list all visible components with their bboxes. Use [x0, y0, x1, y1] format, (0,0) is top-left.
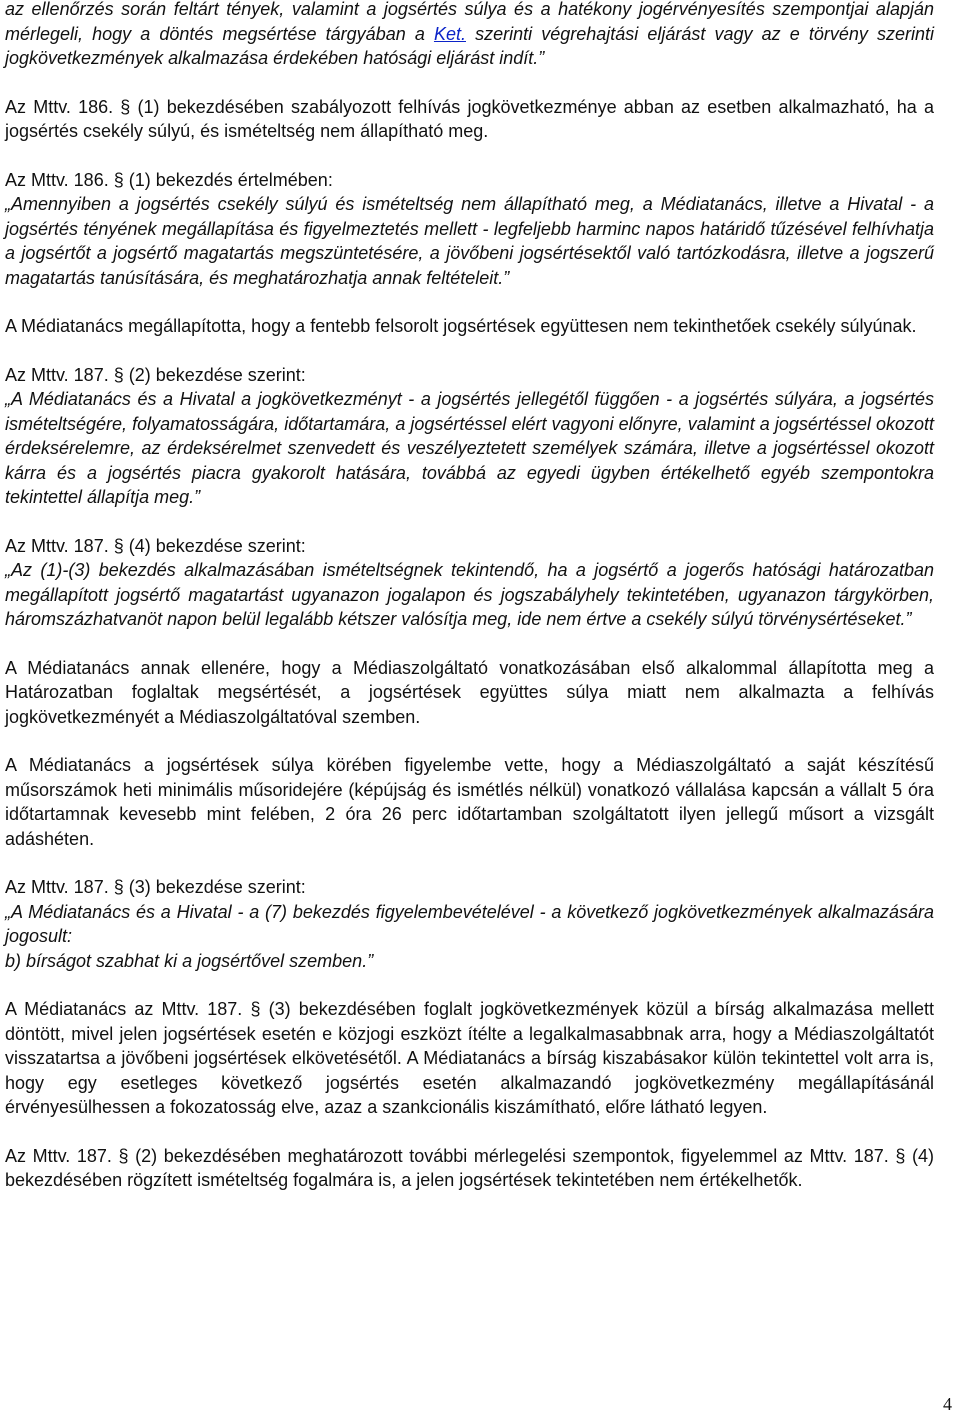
paragraph-intro [5, 0, 934, 71]
paragraph-further-criteria: Az Mttv. 187. § (2) bekezdésében meghatározott további mérlegelési szempontok, figyelemmel az Mttv. 187. § (4) bekezdésében rögzített ismételtség fogalmára is, a jelen jogsértések tekintetében nem értékelhetők. [5, 1145, 934, 1190]
quote-heading-186: Az Mttv. 186. § (1) bekezdés értelmében: [5, 169, 333, 190]
page-number: 4 [943, 1394, 952, 1414]
quote-text-187-3-a: „A Médiatanács és a Hivatal - a (7) bekezdés figyelembevételével - a következő jogkövetkezmények alkalmazására jogosult: [5, 901, 934, 946]
quote-text-187-4: „Az (1)-(3) bekezdés alkalmazásában ismételtségnek tekintendő, ha a jogsértő a jogerős hatósági határozatban megállapított jogsértő magatartást ugyanazon jogalapon és jogszabályhely tekintetében, ugyanazon tárgykörben, háromszázhatvanöt napon belül legalább kétszer valósítja meg, ide nem értve a csekély súlyú törvénysértéseket.” [5, 560, 934, 629]
paragraph-fine-decision: A Médiatanács az Mttv. 187. § (3) bekezdésében foglalt jogkövetkezmények közül a bírság alkalmazása mellett döntött, mivel jelen jogsértések esetén e közjogi eszközt ítélte a legalkalmasabbnak arra, hogy a Médiaszolgáltatót visszatartsa a jövőbeni jogsértések elkövetésétől. A Médiatanács a bírság kiszabásakor külön tekintettel volt arra is, hogy egy esetleges következő jogsértés esetén alkalmazandó jogkövetkezmény megállapításánál érvényesülhessen a fokozatosság elve, azaz a szankcionális kiszámítható, előre látható legyen. [5, 999, 934, 1117]
quote-text-186: „Amennyiben a jogsértés csekély súlyú és ismételtség nem állapítható meg, a Médiatanács, illetve a Hivatal - a jogsértés tényének megállapítása és figyelmeztetés mellett - legfeljebb harminc napos határidő tűzésével felhívhatja a jogsértőt a jogsértő magatartás megszüntetésére, a jövőbeni jogsértésektől való tartózkodásra, illetve a jogszerű magatartás tanúsítására, és meghatározhatja annak feltételeit.” [5, 194, 934, 288]
paragraph-186-summary: Az Mttv. 186. § (1) bekezdésében szabályozott felhívás jogkövetkezménye abban az esetben alkalmazható, ha a jogsértés csekély súlyú, és ismételtség nem állapítható meg. [5, 96, 934, 141]
paragraph-severity: A Médiatanács a jogsértések súlya körében figyelembe vette, hogy a Médiaszolgáltató a saját készítésű műsorszámok heti minimális műsoridejére (képújság és ismétlés nélkül) vonatkozó vállalása kapcsán a vállalt 5 óra időtartamnak kevesebb mint felében, 2 óra 26 perc időtartamban szolgáltatott ilyen jellegű műsort a vizsgált adáshéten. [5, 755, 934, 849]
quote-heading-187-4: Az Mttv. 187. § (4) bekezdése szerint: [5, 535, 306, 556]
quote-text-187-2: „A Médiatanács és a Hivatal a jogkövetkezményt - a jogsértés jellegétől függően - a jogsértés súlyára, a jogsértés ismételtségére, folyamatosságára, időtartamára, a jogsértéssel elért vagyoni előnyre, valamint a jogsértéssel okozott érdeksérelemre, az érdeksérelmet szenvedett és veszélyeztetett személyek számára, illetve a jogsértéssel okozott kárra és a jogsértés piacra gyakorolt hatására, továbbá az egyedi ügyben értékelhető egyéb szempontokra tekintettel állapítja meg.” [5, 389, 934, 507]
paragraph-187-4-quote [5, 534, 934, 632]
ket-link[interactable]: Ket. [433, 23, 466, 44]
paragraph-186-quote [5, 168, 934, 291]
quote-text-187-3-b: b) bírságot szabhat ki a jogsértővel szemben.” [5, 950, 374, 971]
quote-heading-187-2: Az Mttv. 187. § (2) bekezdése szerint: [5, 364, 306, 385]
intro-text-before-link: az ellenőrzés során feltárt tények, valamint a jogsértés súlya és a hatékony jogérvényesítés szempontjai alapján mérlegeli, hogy a döntés megsértése tárgyában a [5, 0, 934, 44]
intro-text-after-link: szerinti végrehajtási eljárást vagy az e törvény szerinti jogkövetkezmények alkalmazása érdekében hatósági eljárást indít.” [5, 23, 934, 68]
paragraph-first-occasion: A Médiatanács annak ellenére, hogy a Médiaszolgáltató vonatkozásában első alkalommal állapította meg a Határozatban foglaltak megsértését, a jogsértések együttes súlya miatt nem alkalmazta a felhívás jogkövetkezményét a Médiaszolgáltatóval szemben. [5, 657, 934, 727]
document-page [5, 0, 934, 1217]
quote-heading-187-3: Az Mttv. 187. § (3) bekezdése szerint: [5, 877, 306, 897]
paragraph-not-minor: A Médiatanács megállapította, hogy a fentebb felsorolt jogsértések együttesen nem tekinthetőek csekély súlyúnak. [5, 316, 917, 336]
paragraph-187-2-quote [5, 363, 934, 510]
paragraph-187-3-quote [5, 875, 934, 973]
